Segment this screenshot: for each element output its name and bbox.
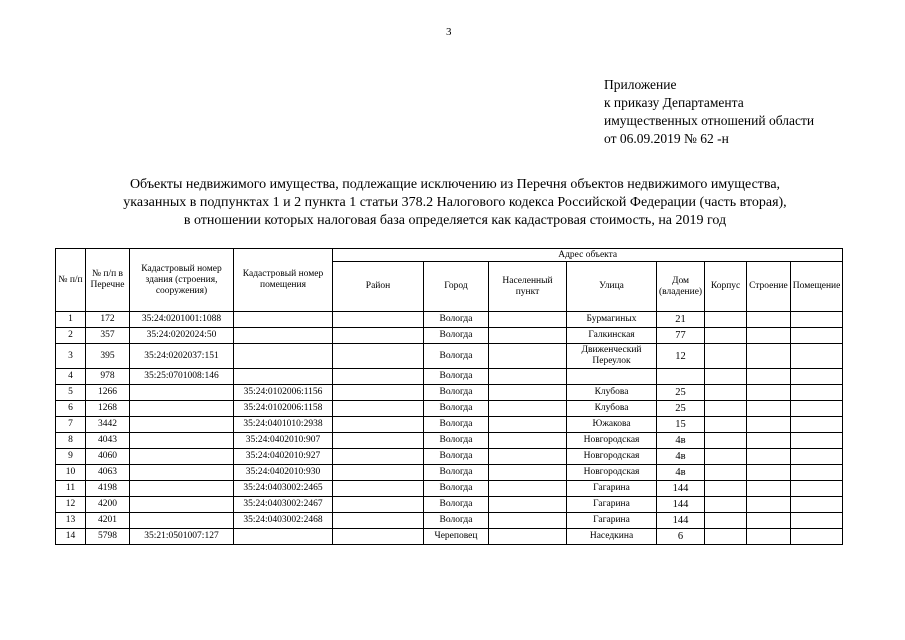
cell-pomeshchenie <box>790 385 843 401</box>
cell-pomeshchenie <box>790 529 843 545</box>
cell-num: 13 <box>56 513 86 529</box>
cell-korpus <box>705 513 747 529</box>
cell-list-num: 4201 <box>86 513 130 529</box>
cell-list-num: 1268 <box>86 401 130 417</box>
cell-house: 25 <box>657 401 705 417</box>
cell-num: 6 <box>56 401 86 417</box>
cell-list-num: 4060 <box>86 449 130 465</box>
cell-city: Вологда <box>424 513 489 529</box>
title-line: указанных в подпунктах 1 и 2 пункта 1 статьи 378.2 Налогового кодекса Российской Федерации (часть вторая), <box>123 195 787 210</box>
header-district: Район <box>333 262 424 312</box>
cell-settlement <box>489 497 567 513</box>
cell-korpus <box>705 344 747 369</box>
table-row <box>56 465 843 481</box>
cell-num: 9 <box>56 449 86 465</box>
cell-bldg-cadastral: 35:21:0501007:127 <box>130 529 234 545</box>
cell-street: Галкинская <box>567 328 657 344</box>
cell-list-num: 4063 <box>86 465 130 481</box>
cell-district <box>333 513 424 529</box>
cell-num: 1 <box>56 312 86 328</box>
table-row <box>56 312 843 328</box>
header-address-group: Адрес объекта <box>333 249 843 262</box>
cell-settlement <box>489 513 567 529</box>
cell-bldg-cadastral <box>130 401 234 417</box>
cell-stroenie <box>747 497 791 513</box>
cell-room-cadastral: 35:24:0402010:927 <box>234 449 333 465</box>
cell-district <box>333 433 424 449</box>
cell-pomeshchenie <box>790 449 843 465</box>
cell-district <box>333 449 424 465</box>
cell-pomeshchenie <box>790 369 843 385</box>
cell-house <box>657 369 705 385</box>
cell-pomeshchenie <box>790 401 843 417</box>
cell-house: 77 <box>657 328 705 344</box>
table-row <box>56 344 843 369</box>
cell-stroenie <box>747 328 791 344</box>
cell-bldg-cadastral <box>130 449 234 465</box>
cell-street: Гагарина <box>567 513 657 529</box>
cell-city: Вологда <box>424 328 489 344</box>
cell-num: 7 <box>56 417 86 433</box>
header-street: Улица <box>567 262 657 312</box>
cell-num: 8 <box>56 433 86 449</box>
cell-bldg-cadastral <box>130 433 234 449</box>
cell-city: Вологда <box>424 417 489 433</box>
cell-list-num: 172 <box>86 312 130 328</box>
cell-street: Клубова <box>567 385 657 401</box>
document-title <box>60 176 850 230</box>
appendix-line: Приложение <box>604 77 677 92</box>
cell-list-num: 395 <box>86 344 130 369</box>
cell-city: Вологда <box>424 344 489 369</box>
cell-house: 4в <box>657 465 705 481</box>
cell-pomeshchenie <box>790 433 843 449</box>
cell-korpus <box>705 417 747 433</box>
cell-stroenie <box>747 312 791 328</box>
cell-room-cadastral <box>234 529 333 545</box>
cell-street: Наседкина <box>567 529 657 545</box>
cell-street: Новгородская <box>567 433 657 449</box>
cell-settlement <box>489 529 567 545</box>
cell-room-cadastral: 35:24:0403002:2465 <box>234 481 333 497</box>
cell-stroenie <box>747 513 791 529</box>
cell-city: Вологда <box>424 433 489 449</box>
cell-city: Вологда <box>424 312 489 328</box>
cell-city: Вологда <box>424 385 489 401</box>
cell-num: 14 <box>56 529 86 545</box>
cell-korpus <box>705 529 747 545</box>
header-pomeshchenie: Помещение <box>790 262 843 312</box>
cell-bldg-cadastral <box>130 465 234 481</box>
cell-stroenie <box>747 433 791 449</box>
table-row <box>56 529 843 545</box>
cell-list-num: 1266 <box>86 385 130 401</box>
appendix-line: от 06.09.2019 № 62 -н <box>604 131 729 146</box>
cell-city: Вологда <box>424 481 489 497</box>
cell-num: 3 <box>56 344 86 369</box>
cell-city: Вологда <box>424 369 489 385</box>
cell-bldg-cadastral: 35:24:0201001:1088 <box>130 312 234 328</box>
table-row <box>56 513 843 529</box>
cell-list-num: 3442 <box>86 417 130 433</box>
cell-city: Вологда <box>424 465 489 481</box>
cell-list-num: 357 <box>86 328 130 344</box>
cell-street: Гагарина <box>567 481 657 497</box>
table-row <box>56 328 843 344</box>
table-row <box>56 417 843 433</box>
cell-bldg-cadastral: 35:24:0202024:50 <box>130 328 234 344</box>
appendix-line: имущественных отношений области <box>604 113 815 128</box>
cell-bldg-cadastral <box>130 497 234 513</box>
cell-stroenie <box>747 344 791 369</box>
cell-pomeshchenie <box>790 481 843 497</box>
cell-city: Вологда <box>424 497 489 513</box>
cell-street: Новгородская <box>567 465 657 481</box>
cell-district <box>333 328 424 344</box>
cell-bldg-cadastral <box>130 417 234 433</box>
cell-house: 144 <box>657 513 705 529</box>
cell-korpus <box>705 465 747 481</box>
header-bldg-cadastral: Кадастровый номер здания (строения, сооружения) <box>130 249 234 312</box>
cell-num: 10 <box>56 465 86 481</box>
cell-room-cadastral: 35:24:0403002:2467 <box>234 497 333 513</box>
cell-bldg-cadastral <box>130 481 234 497</box>
cell-num: 5 <box>56 385 86 401</box>
cell-korpus <box>705 385 747 401</box>
table-row <box>56 401 843 417</box>
cell-district <box>333 385 424 401</box>
cell-stroenie <box>747 401 791 417</box>
cell-pomeshchenie <box>790 328 843 344</box>
cell-district <box>333 312 424 328</box>
cell-house: 6 <box>657 529 705 545</box>
cell-settlement <box>489 369 567 385</box>
cell-room-cadastral <box>234 312 333 328</box>
cell-house: 15 <box>657 417 705 433</box>
title-line: в отношении которых налоговая база определяется как кадастровая стоимость, на 2019 год <box>183 213 727 228</box>
cell-street: Новгородская <box>567 449 657 465</box>
cell-pomeshchenie <box>790 465 843 481</box>
cell-room-cadastral: 35:24:0102006:1156 <box>234 385 333 401</box>
title-line: Объекты недвижимого имущества, подлежащие исключению из Перечня объектов недвижимого имущества, <box>129 177 781 192</box>
cell-korpus <box>705 312 747 328</box>
cell-settlement <box>489 328 567 344</box>
cell-district <box>333 369 424 385</box>
cell-bldg-cadastral: 35:25:0701008:146 <box>130 369 234 385</box>
header-room-cadastral: Кадастровый номер помещения <box>234 249 333 312</box>
table-row <box>56 449 843 465</box>
cell-stroenie <box>747 369 791 385</box>
cell-settlement <box>489 344 567 369</box>
cell-room-cadastral <box>234 369 333 385</box>
cell-house: 144 <box>657 497 705 513</box>
cell-pomeshchenie <box>790 513 843 529</box>
cell-district <box>333 529 424 545</box>
cell-room-cadastral <box>234 328 333 344</box>
table-row <box>56 369 843 385</box>
header-city: Город <box>424 262 489 312</box>
cell-pomeshchenie <box>790 312 843 328</box>
page-number: 3 <box>446 26 452 38</box>
cell-settlement <box>489 465 567 481</box>
cell-settlement <box>489 401 567 417</box>
cell-korpus <box>705 328 747 344</box>
cell-settlement <box>489 433 567 449</box>
table-row <box>56 385 843 401</box>
header-house: Дом (владение) <box>657 262 705 312</box>
cell-city: Вологда <box>424 401 489 417</box>
cell-korpus <box>705 433 747 449</box>
cell-pomeshchenie <box>790 417 843 433</box>
cell-street <box>567 369 657 385</box>
cell-district <box>333 401 424 417</box>
cell-house: 4в <box>657 449 705 465</box>
cell-settlement <box>489 417 567 433</box>
cell-settlement <box>489 449 567 465</box>
cell-bldg-cadastral: 35:24:0202037:151 <box>130 344 234 369</box>
table-row <box>56 497 843 513</box>
cell-room-cadastral: 35:24:0402010:930 <box>234 465 333 481</box>
cell-korpus <box>705 401 747 417</box>
cell-korpus <box>705 481 747 497</box>
cell-street: Южакова <box>567 417 657 433</box>
cell-district <box>333 497 424 513</box>
cell-room-cadastral: 35:24:0401010:2938 <box>234 417 333 433</box>
cell-room-cadastral: 35:24:0102006:1158 <box>234 401 333 417</box>
cell-list-num: 4043 <box>86 433 130 449</box>
cell-korpus <box>705 497 747 513</box>
cell-house: 21 <box>657 312 705 328</box>
cell-stroenie <box>747 465 791 481</box>
header-stroenie: Строение <box>747 262 791 312</box>
cell-stroenie <box>747 449 791 465</box>
header-num: № п/п <box>56 249 86 312</box>
cell-room-cadastral: 35:24:0402010:907 <box>234 433 333 449</box>
cell-bldg-cadastral <box>130 385 234 401</box>
cell-room-cadastral <box>234 344 333 369</box>
appendix-line: к приказу Департамента <box>604 95 744 110</box>
cell-num: 11 <box>56 481 86 497</box>
cell-street: Гагарина <box>567 497 657 513</box>
cell-room-cadastral: 35:24:0403002:2468 <box>234 513 333 529</box>
cell-korpus <box>705 449 747 465</box>
cell-pomeshchenie <box>790 344 843 369</box>
cell-bldg-cadastral <box>130 513 234 529</box>
cell-district <box>333 344 424 369</box>
header-korpus: Корпус <box>705 262 747 312</box>
cell-street: Клубова <box>567 401 657 417</box>
cell-district <box>333 481 424 497</box>
cell-street: Бурмагиных <box>567 312 657 328</box>
cell-house: 4в <box>657 433 705 449</box>
cell-num: 2 <box>56 328 86 344</box>
header-list-num: № п/п в Перечне <box>86 249 130 312</box>
cell-stroenie <box>747 529 791 545</box>
objects-table <box>55 248 843 545</box>
appendix-block <box>604 76 814 148</box>
cell-house: 12 <box>657 344 705 369</box>
cell-house: 144 <box>657 481 705 497</box>
cell-list-num: 5798 <box>86 529 130 545</box>
cell-settlement <box>489 385 567 401</box>
cell-pomeshchenie <box>790 497 843 513</box>
cell-district <box>333 417 424 433</box>
cell-stroenie <box>747 481 791 497</box>
cell-street: Движенческий Переулок <box>567 344 657 369</box>
table-row <box>56 433 843 449</box>
cell-city: Череповец <box>424 529 489 545</box>
cell-list-num: 4198 <box>86 481 130 497</box>
cell-house: 25 <box>657 385 705 401</box>
cell-district <box>333 465 424 481</box>
cell-city: Вологда <box>424 449 489 465</box>
cell-num: 12 <box>56 497 86 513</box>
header-settlement: Населенный пункт <box>489 262 567 312</box>
cell-korpus <box>705 369 747 385</box>
cell-stroenie <box>747 417 791 433</box>
cell-settlement <box>489 481 567 497</box>
table-row <box>56 481 843 497</box>
cell-list-num: 978 <box>86 369 130 385</box>
cell-num: 4 <box>56 369 86 385</box>
cell-list-num: 4200 <box>86 497 130 513</box>
cell-stroenie <box>747 385 791 401</box>
cell-settlement <box>489 312 567 328</box>
